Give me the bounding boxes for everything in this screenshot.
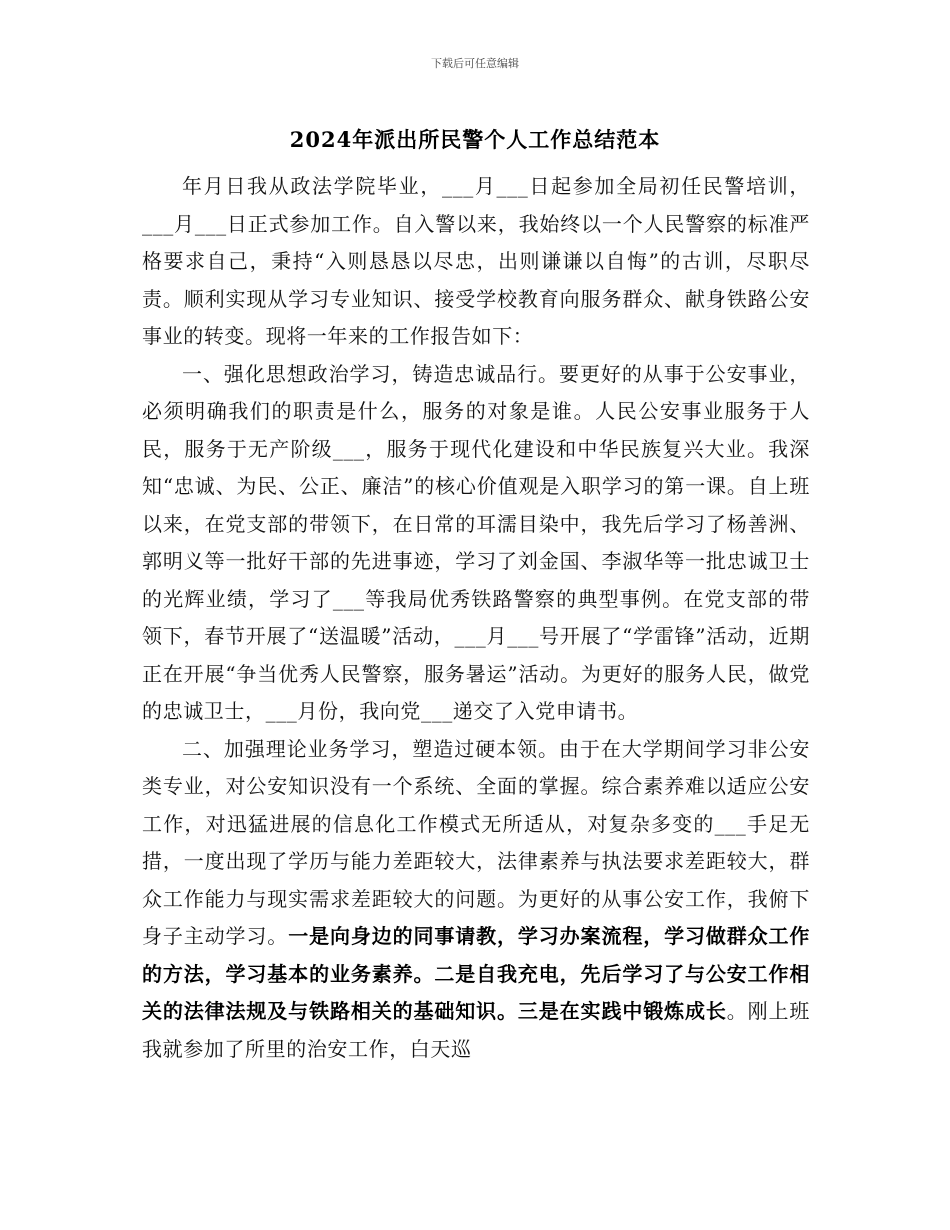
- paragraph-section-one: 一、强化思想政治学习，铸造忠诚品行。要更好的从事于公安事业，必须明确我们的职责是什么，服务的对象是谁。人民公安事业服务于人民，服务于无产阶级___，服务于现代化建设和中华民族复兴大业。我深知“忠诚、为民、公正、廉洁”的核心价值观是入职学习的第一课。自上班以来，在党支部的带领下，在日常的耳濡目染中，我先后学习了杨善洲、郭明义等一批好干部的先进事迹，学习了刘金国、李淑华等一批忠诚卫士的光辉业绩，学习了___等我局优秀铁路警察的典型事例。在党支部的带领下，春节开展了“送温暖”活动，___月___号开展了“学雷锋”活动，近期正在开展“争当优秀人民警察，服务暑运”活动。为更好的服务人民，做党的忠诚卫士，___月份，我向党___递交了入党申请书。: [142, 361, 810, 723]
- point-one-bold: 一是向身边的同事请教，学习办案流程，学习做群众工作的方法，学习基本的业务素养。: [142, 924, 810, 986]
- document-title: 2024年派出所民警个人工作总结范本: [289, 127, 661, 152]
- point-three-bold: 三是在实践中锻炼成长: [517, 999, 727, 1023]
- section-two-text: 二、加强理论业务学习，塑造过硬本领。由于在大学期间学习非公安类专业，对公安知识没有一个系统、全面的掌握。综合素养难以适应公安工作，对迅猛进展的信息化工作模式无所适从，对复杂多变的___手足无措，一度出现了学历与能力差距较大，法律素养与执法要求差距较大，群众工作能力与现实需求差距较大的问题。为更好的从事公安工作，我俯下身子主动学习。: [142, 736, 810, 948]
- paragraph-intro: 年月日我从政法学院毕业，___月___日起参加全局初任民警培训，___月___日正式参加工作。自入警以来，我始终以一个人民警察的标准严格要求自己，秉持“入则恳恳以尽忠，出则谦谦以自悔”的古训，尽职尽责。顺利实现从学习专业知识、接受学校教育向服务群众、献身铁路公安事业的转变。现将一年来的工作报告如下：: [142, 174, 810, 348]
- header-note: 下载后可任意编辑: [431, 57, 519, 70]
- document-body: [142, 168, 810, 1068]
- point-two-bold: 二是自我充电，先后学习了与公安工作相关的法律法规及与铁路相关的基础知识。: [142, 961, 810, 1023]
- paragraph-section-two: [142, 731, 810, 1069]
- section-two-continuation: 。刚上班我就参加了所里的治安工作，白天巡: [142, 999, 810, 1061]
